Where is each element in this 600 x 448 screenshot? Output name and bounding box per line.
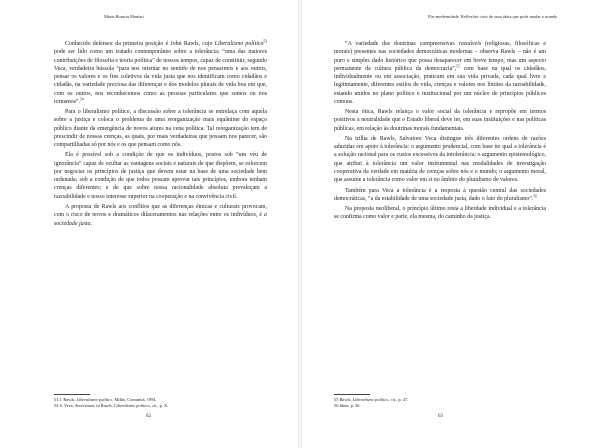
text-run: Também para Veca a tolerância é a resposta à questão central das sociedades democráticas, “a da estabilidade de uma sociedade justa, dado o fato do pluralismo”. <box>334 187 546 202</box>
book-title: Liberalismo político <box>76 397 113 402</box>
text-run: com base na qual os cidadãos, individualmente ou em associação, praticam em sua vida privada, cada qual livre e legitimamente, diferentes estilos de vida, crenças e valores nos limites da razoabilidade, estando unidos no plano político e institucional por um núcleo de princípios públicos comuns. <box>334 65 547 105</box>
footnote-number: 55 <box>334 397 339 402</box>
left-body-text <box>54 40 267 230</box>
footnote-rule <box>54 394 90 395</box>
text-run: , in Rawls, <box>94 403 114 409</box>
page-number: 63 <box>438 414 443 419</box>
left-footnotes <box>54 397 267 410</box>
emphasis: razoáveis <box>458 41 482 47</box>
text-run: pode ser lido como um tratado contemporâneo sobre a tolerância; “uma das maiores contribuições de filosofia e teoria política” de nossos tempos, capaz de constituir, segundo Veca, verdadeira bússola “para nos orientar no sentido de nos pensarmos e aos outros, pensar os valores e os fins coletivos da vida justa que nos identificam como cidadãos e cidadãs, na variedade preciosa das diferenças e dos modelos plurais de vida boa em que, com os outros, nos reconhecemos como as pessoas particulares que somos ou nos tornamos”. <box>54 49 267 105</box>
running-head-title: Pós-modernidade. Reflexões civis de uma ideia que pode mudar o mundo <box>428 14 558 19</box>
paragraph: Para o liberalismo político, a discussão sobre a tolerância se entrelaça com aquela sobre a justiça e coloca o problema de uma reorganização mais equânime do espaço público diante da emergência de novos atores na cena política. Tal reorganização tem de prescindir de nossas crenças, as quais, por mais verdadeiras que possam nos parecer, são compartilhadas só por nós e os que pensam como nós. <box>54 109 267 149</box>
footnote <box>54 403 267 409</box>
left-page <box>0 0 298 448</box>
text-run: A proposta de Rawls aos conflitos que as diferenças étnicas e culturais provocam, com o risco de novos e dramáticos dilaceramentos nas relações entre os indivíduos, é <box>54 204 267 219</box>
text-run: , cit., p. 47. <box>388 397 409 402</box>
book-title: Liberalismo político <box>113 403 150 409</box>
text-run: (religiosas, filosóficas e morais) presentes nas sociedades democráticas modernas – observa Rawls – não é um puro e simples dado histórico que possa desaparecer em breve tempo, mas um aspecto permanente da cultura pública da democracia”, <box>334 41 546 72</box>
text-run: Rawls, <box>339 397 353 402</box>
text-run: J. Rawls, <box>59 397 77 402</box>
paragraph <box>334 187 546 204</box>
paragraph <box>54 40 267 106</box>
paragraph: Na proposta neoliberal, o princípio último resta a liberdade individual e a tolerância se confirma como valor e parte, ela mesma, do caminho da justiça. <box>334 206 546 221</box>
text-run: “A variedade das doutrinas compreensivas <box>345 41 459 47</box>
paragraph: Nesta ótica, Rawls relança o valor social da tolerância e repropõe em termos positivos a neutralidade que o Estado liberal deve ter, em suas instituições e nas políticas públicas, em relação às doutrinas morais fundamentais. <box>334 109 546 132</box>
text-run: , Milão, Comunità, 1994. <box>112 397 157 402</box>
text-run: S. Veca, <box>59 403 75 409</box>
footnote-ref[interactable]: 56 <box>533 194 537 199</box>
footnote-ref[interactable]: 53 <box>263 39 267 44</box>
text-run: Idem, p. 56. <box>339 403 361 409</box>
book-title: Liberalismo político <box>352 397 389 402</box>
footnote-ref[interactable]: 55 <box>456 64 460 69</box>
text-run: , cit., p. X. <box>149 403 169 409</box>
running-head-author: Maria Rosaria Maniari <box>104 14 144 19</box>
right-footnotes <box>334 397 546 410</box>
right-body-text <box>334 40 546 224</box>
footnote <box>334 403 546 409</box>
footnote-number: 53 <box>54 397 59 402</box>
footnote-rule <box>334 394 370 395</box>
book-title: Liberalismo político <box>214 41 264 47</box>
paragraph <box>334 40 546 106</box>
emphasis: Avvertenza <box>74 403 95 409</box>
text-run: Conhecido defensor da primeira posição é John Rawls, cujo <box>65 41 215 47</box>
paragraph: Na trilha de Rawls, Salvatore Veca distingue três diferentes ordens de razões aduzidas em apoio à tolerância: o argumento prudencial, com base no qual a tolerância é a solução racional para os custos excessivos da intolerância; o argumento epistemológico, que atribui à tolerância um valor instrumental nas modalidades de investigação cooperativa da verdade em matéria de crenças sobre nós e o mundo; o argumento moral, que assume a tolerância como valor em si no âmbito do pluralismo de valores. <box>334 135 546 184</box>
footnote-number: 56 <box>334 403 339 409</box>
right-page <box>302 0 600 448</box>
emphasis: a sociedade justa <box>54 212 267 227</box>
footnote-ref[interactable]: 54 <box>80 97 84 102</box>
paragraph <box>54 203 267 228</box>
page-number: 62 <box>146 414 151 419</box>
paragraph: Ela é possível sob a condição de que os indivíduos, postos sob “um véu de ignorância” capaz de ocultar as vantagens sociais e naturais de que dispõem, se esforcem por negociar os princípios de justiça que devem estar na base de uma sociedade bem ordenada; sob a condição de que todos possam aprovar tais princípios, embora tenham crenças diferentes; e de que sobre nossa racionalidade absoluta prevaleçam a razoabilidade e nosso interesse superior na cooperação e na convivência civil. <box>54 152 267 200</box>
text-run: . <box>90 220 92 227</box>
footnote-number: 54 <box>54 403 59 409</box>
